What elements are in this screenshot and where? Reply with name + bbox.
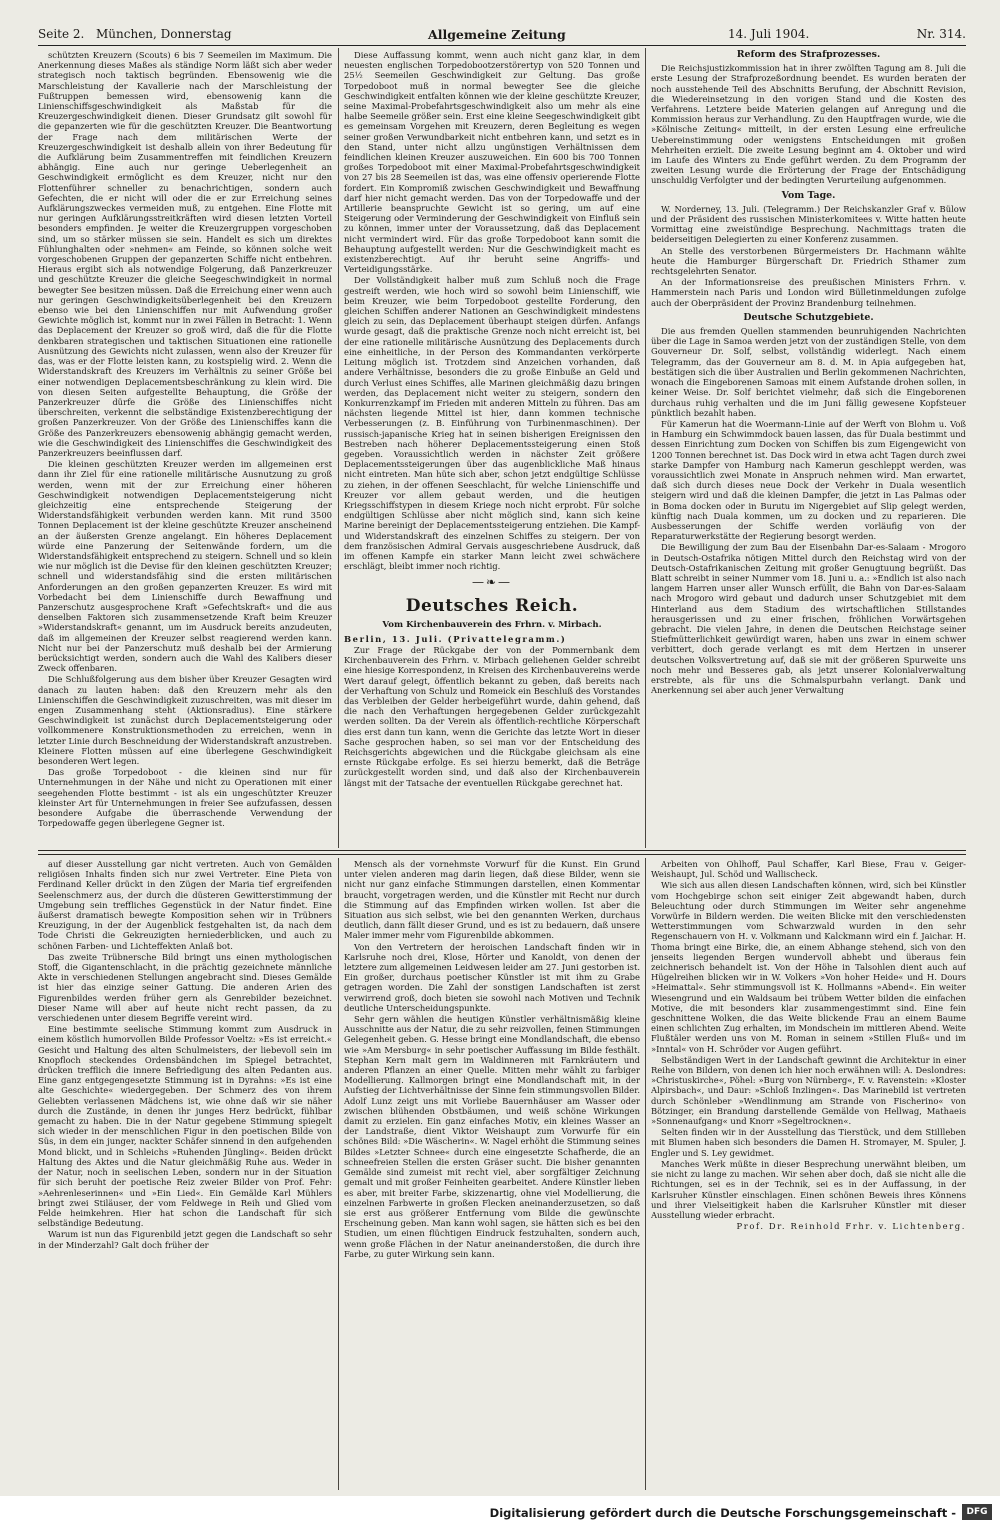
- feuilleton-column-3: [651, 859, 966, 1489]
- article-paragraph: Manches Werk müßte in dieser Besprechung unerwähnt bleiben, um sie nicht zu lange zu machen. Wir sehen aber doch, daß sie nicht alle die Richtungen, sei es in der Technik, sei es in der Auffassung, in der Karlsruher Künstler einschlagen. Einen schönen Beweis ihres Könnens und ihrer Vielseitigkeit haben die Karlsruher Künstler mit dieser Ausstellung wieder erbracht.: [651, 1158, 966, 1220]
- article-paragraph: Das große Torpedoboot - die kleinen sind nur für Unternehmungen in der Nähe und nicht zu Operationen mit einer seegehenden Flotte bestimmt - ist als ein ungeschützter Kreuzer kleinster Art für Unternehmungen in freier See aufzufassen, dessen besondere Aufgabe die überraschende Verwendung der Torpedowaffe gegen überlegene Gegner ist.: [38, 767, 332, 829]
- article-paragraph: Die Reichsjustizkommission hat in ihrer zwölften Tagung am 8. Juli die erste Lesung der Strafprozeßordnung beendet. Es wurden beraten der noch ausstehende Teil des Abschnitts Berufung, der Abschnitt Revision, die Wiedereinsetzung in den vorigen Stand und die Kosten des Verfahrens. Letztere beide Materien gelangen auf Anregung und die Kommission heraus zur Verhandlung. Zu den Hauptfragen wurde, wie die »Kölnische Zeitung« mitteilt, in der ersten Lesung eine erfreuliche Uebereinstimmung oder wenigstens Entscheidungen mit großen Mehrheiten erzielt. Die zweite Lesung beginnt am 4. Oktober und wird im Laufe des Winters zu Ende geführt werden. Zu dem Programm der zweiten Lesung wurde die Erörterung der Frage der Entschädigung unschuldig Verfolgter und der bedingten Verurteilung aufgenommen.: [651, 63, 966, 186]
- page-header: [38, 27, 966, 46]
- article-paragraph: Das zweite Trübnersche Bild bringt uns einen mythologischen Stoff, die Gigantenschlacht, in die prächtig gezeichnete männliche Akte in verschiedenen Stellungen angebracht sind. Dieses Gemälde ist hier das einzige seiner Gattung. Die anderen Arien des Figurenbildes werden früher gern als Genrebilder bezeichnet. Dieser Name will aber auf heute nicht recht passen, da zu verschiedenen unter diesem Begriffe vereint wird.: [38, 951, 332, 1024]
- column-rule: [338, 858, 339, 1490]
- article-paragraph: An der Informationsreise des preußischen Ministers Frhrn. v. Hammerstein nach Paris und London wird Bülletinmeldungen zufolge auch der Oberpräsident der Provinz Brandenburg teilnehmen.: [651, 277, 966, 308]
- column-rule: [645, 48, 646, 848]
- dfg-logo: DFG: [962, 1504, 992, 1520]
- article-paragraph: Für Kamerun hat die Woermann-Linie auf der Werft von Blohm u. Voß in Hamburg ein Schwimmdock bauen lassen, das für Duala bestimmt und dessen Einrichtung zum Docken von Schiffen bis zum Eigengewicht von 1200 Tonnen berechnet ist. Das Dock wird in etwa acht Tagen durch zwei starke Dampfer von Hamburg nach Kamerun geschleppt werden, was voraussichtlich zwei Monate in Anspruch nehmen wird. Man erwartet, daß sich durch dieses neue Dock der Verkehr in Duala wesentlich steigern wird und daß die kleinen Dampfer, die jetzt in Las Palmas oder in Boma docken oder in Burutu im Nigergebiet auf Slip gelegt werden, künftig nach Duala kommen, um zu docken und zu reparieren. Die Ausbesserungen der Schiffe werden vorläufig von der Reparaturwerkstätte der Regierung besorgt werden.: [651, 418, 966, 542]
- article-subtitle: Vom Kirchenbauverein des Frhrn. v. Mirbach.: [382, 619, 602, 630]
- article-paragraph: W. Norderney, 13. Juli. (Telegramm.) Der Reichskanzler Graf v. Bülow und der Präsident des russischen Ministerkomitees v. Witte hatten heute Vormittag eine zweistündige Besprechung. Nachmittags traten die beiderseitigen Delegierten zu einer Konferenz zusammen.: [651, 203, 966, 245]
- article-paragraph: Der Vollständigkeit halber muß zum Schluß noch die Frage gestreift werden, wie hoch wird so sowohl beim Linienschiff, wie beim Kreuzer, wie beim Torpedoboot gestellte Forderung, den gleichen Schiffen anderer Nationen an Geschwindigkeit mindestens gleich zu sein, das Deplacement überhaupt steigen dürfen. Anfangs wurde gesagt, daß die praktische Grenze noch nicht erreicht ist, bei der eine rationelle militärische Ausnützung des Deplacements durch eine einheitliche, in der Person des Kommandanten verkörperte Leitung möglich ist. Trotzdem sind Anzeichen vorhanden, daß andere Verhältnisse, besonders die zu große Einbuße an Geld und durch Verlust eines Schiffes, alle Marinen gleichmäßig dazu bringen werden, das Deplacement nicht weiter zu steigern, sondern den Konkurrenzkampf im Frieden mit anderen Mitteln zu führen. Das am nächsten liegende Mittel ist hier, dann kommen technische Verbesserungen (z. B. Einführung von Turbinenmaschinen). Der russisch-japanische Krieg hat in seinen bisherigen Ereignissen den Bestreben nach höherer Deplacementssteigerung einen Stoß gegeben. Voraussichtlich werden in nächster Zeit größere Deplacementssteigerungen über das augenblickliche Maß hinaus nicht eintreten. Man hüte sich aber, schon jetzt endgültige Schlüsse zu ziehen, in der offenen Seeschlacht, für welche Linienschiffe und Kreuzer vor allem gebaut werden, und die heutigen Kriegsschiffstypen in diesem Kriege noch nicht erprobt. Für solche endgültigen Schlüsse aber nicht möglich sind, kann sich keine Marine bereinigt der Deplacementssteigerung entziehen. Die Kampf- und Widerstandskraft des einzelnen Schiffes zu steigern. Der von dem französischen Admiral Gervais ausgeschriebene Ausdruck, daß im offenen Kampfe ein starker Mann leicht zwei schwächere erschlägt, bleibt immer noch richtig.: [344, 275, 640, 572]
- article-paragraph: Diese Auffassung kommt, wenn auch nicht ganz klar, in dem neuesten englischen Torpedobootzerstörertyp von 520 Tonnen und 25½ Seemeilen Geschwindigkeit zur Geltung. Das große Torpedoboot muß in normal bewegter See die gleiche Geschwindigkeit entfalten können wie der kleine geschützte Kreuzer, seine Maximal-Probefahrtsgeschwindigkeit also um mehr als eine halbe Seemeile größer sein. Erst eine kleine Seegeschwindigkeit gibt es gemeinsam Vorgehen mit Kreuzern, deren Begleitung es wegen seiner großen Verwundbarkeit nicht entbehren kann, und setzt es in den Stand, unter nicht allzu ungünstigen Verhältnissen dem feindlichen kleinen Kreuzer auszuweichen. Ein 600 bis 700 Tonnen großes Torpedoboot mit einer Maximal-Probefahrtsgeschwindigkeit von 27 bis 28 Seemeilen ist das, was eine offensiv operierende Flotte fordert. Ein Kompromiß zwischen Geschwindigkeit und Bewaffnung darf hier nicht gemacht werden. Das von der Torpedowaffe und der Artillerie beanspruchte Gewicht ist so gering, um auf eine Steigerung oder Verminderung der Geschwindigkeit von Einfluß sein zu können, immer unter der Voraussetzung, daß das Deplacement nicht vermindert wird. Für das große Torpedoboot kann somit die Behauptung aufgestellt werden: Nur die Geschwindigkeit macht es existenzberechtigt. Auf ihr beruht seine Angriffs- und Verteidigungsstärke.: [344, 50, 640, 275]
- article-paragraph: Warum ist nun das Figurenbild jetzt gegen die Landschaft so sehr in der Minderzahl? Galt doch früher der: [38, 1229, 332, 1250]
- newspaper-title: Allgemeine Zeitung: [428, 27, 566, 42]
- article-paragraph: Selbständigen Wert in der Landschaft gewinnt die Architektur in einer Reihe von Bildern, von denen ich hier noch erwähnen will: A. Deslondres: »Christuskirche«, Pöhel: »Burg von Nürnberg«, F. v. Ravenstein: »Kloster Alpirsbach«, und Daur: »Schloß Inzlingen«. Das Marinebild ist vertreten durch Schönleber »Wendlinmung am Strande von Fischerino« von Bötzinger, ein Brandung darstellende Gemälde von Hellwag, Mathaeis »Sonnenaufgang« und Knorr »Segeltrocknen«.: [651, 1054, 966, 1127]
- article-dateline: Berlin, 13. Juli. (Privattelegramm.): [344, 633, 567, 644]
- column-rule: [645, 858, 646, 1490]
- ornament-divider: —❧—: [471, 575, 513, 590]
- place-day: München, Donnerstag: [96, 27, 232, 41]
- article-paragraph: Sehr gern wählen die heutigen Künstler verhältnismäßig kleine Ausschnitte aus der Natur, die zu sehr reizvollen, feinen Stimmungen Gelegenheit geben. G. Hesse bringt eine Mondlandschaft, die ebenso wie »Am Mersburg« in sehr poetischer Auffassung im Bilde festhält. Stephan Kern malt gern im Waldinneren mit Farnkräutern und anderen Pflanzen an einer Quelle. Mitten mehr wählt zu farbiger Modellierung. Kallmorgen bringt eine Mondlandschaft mit, in der Aufstieg der Lichtverhältnisse der Sinne fein stimmungsvollen Bilder. Adolf Lunz zeigt uns mit Vorliebe Bauernhäuser am Wasser oder zwischen blühenden Obstbäumen, und weiß schöne Wirkungen damit zu erzielen. Ein ganz einfaches Motiv, ein kleines Wasser an der Landstraße, dient Viktor Weishaupt zum Vorwurfe für ein schönes Bild: »Die Wäscherin«. W. Nagel erhöht die Stimmung seines Bildes »Letzter Schnee« durch eine eingesetzte Schafherde, die an schneefreien Stellen die ersten Gräser sucht. Die bisher genannten Gemälde sind zumeist mit recht viel, aber sorgfältiger Zeichnung gemalt und mit großer Feinheiten gearbeitet. Andere Künstler lieben es aber, mit breiter Farbe, skizzenartig, ohne viel Modellierung, die einzelnen Farbwerte in großen Flecken aneinanderzusetzen, so daß sie erst aus größerer Entfernung vom Bilde die gewünschte Erscheinung geben. Man kann wohl sagen, sie hätten sich es bei den Studien, um einen flüchtigen Eindruck festzuhalten, sondern auch, wenn große Flächen in der Natur aneinanderstoßen, die durch ihre Farbe, zu guter Wirkung sein kann.: [344, 1014, 640, 1259]
- page-number: Seite 2.: [38, 27, 85, 41]
- article-paragraph: Die kleinen geschützten Kreuzer werden im allgemeinen erst dann ihr Ziel für eine rationelle militärische Ausnutzung zu groß werden, wenn mit der zur Erreichung einer höheren Geschwindigkeit notwendigen Deplacementsteigerung nicht gleichzeitig eine entsprechende Steigerung der Widerstandsfähigkeit verbunden werden kann. Mit rund 3500 Tonnen Deplacement ist der kleine geschützte Kreuzer anscheinend an der äußersten Grenze angelangt. Ein höheres Deplacement würde eine Panzerung der Seitenwände fordern, um die Widerstandsfähigkeit entsprechend zu steigern. Schnell und so klein wie nur möglich ist die Devise für den kleinen geschützten Kreuzer; schnell und widerstandsfähig sind die ersten militärischen Anforderungen an den großen gepanzerten Kreuzer. Es wird mit Vorbedacht bei dem Linienschiffe durch Bewaffnung und Panzerschutz ausgesprochene Kraft »Gefechtskraft« und die aus denselben Faktoren sich zusammensetzende Kraft beim Kreuzer »Widerstandskraft« genannt, um im Ausdruck bereits anzudeuten, daß im allgemeinen der Kreuzer selbst reagierend werden kann. Nicht nur bei der Panzerschutz muß deshalb bei der Armierung berücksichtigt werden, sondern auch die Wahl des Kalibers dieser Zweck offenbaren.: [38, 459, 332, 674]
- section-heading: Reform des Strafprozesses.: [736, 50, 881, 60]
- feuilleton-divider: [38, 850, 966, 855]
- article-paragraph: Von den Vertretern der heroischen Landschaft finden wir in Karlsruhe noch drei, Klose, Hörter und Kanoldt, von denen der letztere zum allgemeinen Leidwesen leider am 27. Juni gestorben ist. Ein großer, durchaus poetischer Künstler ist mit ihm zu Grabe getragen worden. Die Zahl der sonstigen Landschaften ist zerst verwirrend groß, doch bieten sie sowohl nach Motiven und Technik deutliche Unterscheidungspunkte.: [344, 941, 640, 1013]
- article-column-3: [651, 50, 966, 846]
- article-paragraph: Mensch als der vornehmste Vorwurf für die Kunst. Ein Grund unter vielen anderen mag darin liegen, daß diese Bilder, wenn sie nicht nur ganz einfache Stimmungen darstellen, einen Kommentar braucht, vorgetragen werden, und die Künstler mit Recht nur durch die Stimmung auf das Empfinden wirken wollen. Ist aber die Situation aus sich selbst, wie bei den genannten Werken, durchaus deutlich, dann fällt dieser Grund, und es ist zu bedauern, daß unsere Maler immer mehr vom Figurenbilde abkommen.: [344, 859, 640, 941]
- article-paragraph: An Stelle des verstorbenen Bürgermeisters Dr. Hachmann wählte heute die Hamburger Bürgerschaft Dr. Friedrich Sthamer zum rechtsgelehrten Senator.: [651, 245, 966, 277]
- footer-credit: Digitalisierung gefördert durch die Deutsche Forschungsgemeinschaft -: [489, 1506, 956, 1520]
- column-rule: [338, 48, 339, 848]
- section-title: Deutsches Reich.: [405, 595, 579, 616]
- feuilleton-column-1: [38, 859, 332, 1489]
- article-paragraph: Arbeiten von Ohlhoff, Paul Schaffer, Karl Biese, Frau v. Geiger-Weishaupt, Jul. Schöd und Wallischeck.: [651, 859, 966, 880]
- article-column-2: [344, 50, 640, 846]
- feuilleton-column-2: [344, 859, 640, 1489]
- article-paragraph: Wie sich aus allen diesen Landschaften können, wird, sich bei Künstler vom Hochgebirge schon seit einiger Zeit abgewandt haben, durch Beleuchtung oder durch Stimmungen im Weiter sehr angenehme Vorwürfe in Bildern werden. Die weiten Blicke mit den verschiedensten Wetterstimmungen vom Schwarzwald wurden in den sehr Regenschauern von H. v. Volkmann und Kalckmann wird ein f. Jaichar. H. Thoma bringt eine Birke, die, an einem Abhange stehend, sich von den jenseits liegenden Bergen wundervoll abhebt und überaus fein zeichnerisch behandelt ist. Von der Höhe in Talsohlen dient auch auf Hügelreihen blicken wir in W. Volkers »Von hoher Heide« und H. Dours »Heimattal«. Sehr stimmungsvoll ist K. Hollmanns »Abend«. Ein weiter Wiesengrund und ein Waldsaum bei trübem Wetter bilden die einfachen Motive, die mit besonders klar zusammengestimmt sind. Eine fein geschnittene Wolken, die das Weite blickende Frau an einem Baume einen schlichten Zug erhalten, im Mondschein im mittleren Abend. Weite Flußtäler werden uns von M. Roman in seinem »Stillen Fluß« und im »Inntal« von H. Schröder vor Augen geführt.: [651, 880, 966, 1054]
- article-paragraph: Die aus fremden Quellen stammenden beunruhigenden Nachrichten über die Lage in Samoa werden jetzt von der zuständigen Stelle, von dem Gouverneur Dr. Solf, selbst, vollständig widerlegt. Nach einem Telegramm, das der Gouverneur am 8. d. M. in Apia aufgegeben hat, bestätigen sich die über Australien und Berlin gekommenen Nachrichten, wonach die Eingeborenen Samoas mit einem Aufstande drohen sollen, in keiner Weise. Dr. Solf berichtet vielmehr, daß sich die Eingeborenen durchaus ruhig verhalten und die im Juni fällig gewesene Kopfsteuer pünktlich bezahlt haben.: [651, 326, 966, 418]
- article-paragraph: schützten Kreuzern (Scouts) 6 bis 7 Seemeilen im Maximum. Die Anerkennung dieses Maßes als ständige Norm läßt sich aber weder strategisch noch taktisch begründen. Ebensowenig wie die Marschleistung der Kavallerie nach der Marschleistung der Fußtruppen bemessen wird, ebensowenig kann die Linienschiffsgeschwindigkeit als Maßstab für die Kreuzergeschwindigkeit dienen. Dieser Grundsatz gilt sowohl für die gepanzerten wie für die geschützten Kreuzer. Die Beantwortung der Frage nach dem militärischen Werte der Kreuzergeschwindigkeit ist deshalb allein von ihrer Bedeutung für die Aufklärung beim Zusammentreffen mit feindlichen Kreuzern abhängig. Eine auch nur geringe Ueberlegenheit an Geschwindigkeit ermöglicht es dem Kreuzer, nicht nur den Flottenführer schneller zu benachrichtigen, sondern auch Gefechten, die er nicht will oder die er zur Erreichung seines Aufklärungszweckes vermeiden muß, zu entgehen. Eine Flotte mit nur geringen Aufklärungsstreitkräften wird diesen letzten Vorteil besonders empfinden. Je weiter die Kreuzergruppen vorgeschoben sind, um so stärker müssen sie sein. Handelt es sich um direktes Fühlunghalten oder »nehmen« am Feinde, so können solche weit vorgeschobenen Gruppen der gepanzerten Schiffe nicht entbehren. Hieraus ergibt sich als notwendige Folgerung, daß Panzerkreuzer und geschützte Kreuzer die gleiche Seegeschwindigkeit in normal bewegter See besitzen müssen. Daß die Erreichung einer wenn auch nur geringen Geschwindigkeitsüberlegenheit bei den Kreuzern ebenso wie bei den Linienschiffen nur mit Aufwendung großer Gewichte möglich ist, kommt nur in zwei Fällen in Betracht: 1. Wenn das Deplacement der Kreuzer so groß wird, daß die für die Flotte denkbaren strategischen und taktischen Situationen eine rationelle Ausnützung des Gewichts nicht zulassen, wenn also der Kreuzer für das, was er der Flotte leisten kann, zu kostspielig wird. 2. Wenn die Widerstandskraft des Kreuzers im Verhältnis zu seiner Größe bei einer notwendigen Deplacementsbeschränkung zu klein wird. Die von diesen Seiten aufgestellte Behauptung, die Größe der Panzerkreuzer dürfe die Größe des Linienschiffes nicht überschreiten, verkennt die selbständige Existenzberechtigung der großen Panzerkreuzer. Von der Größe des Linienschiffes kann die Größe des Panzerkreuzers ebensowenig abhängig gemacht werden, wie die Geschwindigkeit des Linienschiffes die Geschwindigkeit des Panzerkreuzers beeinflussen darf.: [38, 50, 332, 458]
- issue-number: Nr. 314.: [916, 27, 966, 41]
- author-signature: Prof. Dr. Reinhold Frhr. v. Lichtenberg.: [736, 1221, 966, 1232]
- article-paragraph: Selten finden wir in der Ausstellung das Tierstück, und dem Stillleben mit Blumen haben sich besonders die Damen H. Stromayer, M. Spuler, J. Engler und S. Ley gewidmet.: [651, 1127, 966, 1158]
- article-column-1: [38, 50, 332, 846]
- section-heading: Deutsche Schutzgebiete.: [743, 311, 874, 323]
- digitization-footer: [0, 1496, 1000, 1529]
- article-paragraph: Zur Frage der Rückgabe der von der Pommernbank dem Kirchenbauverein des Frhrn. v. Mirbach geliehenen Gelder schreibt eine hiesige Korrespondenz, in Kreisen des Kirchenbauvereins werde Wert darauf gelegt, öffentlich bekannt zu geben, daß bereits nach der Verhaftung von Schulz und Romeick ein Beschluß des Vorstandes das Verbleiben der Gelder herbeigeführt wurde, dahin gehend, daß die nach den Verhaftungen hergegebenen Gelder zurückgezahlt werden sollten. Da der Verein als öffentlich-rechtliche Körperschaft dies erst dann tun kann, wenn die Gerichte das letzte Wort in dieser Sache gesprochen haben, so sei man vor der Entscheidung des Reichsgerichts abgewichen und die Rückgabe gleichsam als eine ernste Rückgabe erfolge. Es sei hierzu bemerkt, daß die Beträge zurückgestellt worden sind, und daß also der Kirchenbauverein längst mit der Tatsache der eventuellen Rückgabe gerechnet hat.: [344, 644, 640, 788]
- section-heading: Vom Tage.: [781, 189, 836, 201]
- article-paragraph: Die Schlußfolgerung aus dem bisher über Kreuzer Gesagten wird danach zu lauten haben: daß den Kreuzern mehr als den Linienschiffen die Geschwindigkeit zuzuschreiten, was mit dieser im engen Zusammenhang steht (Aktionsradius). Eine stärkere Geschwindigkeit ist zunächst durch Deplacementsteigerung oder vollkommenere Konstruktionsmethoden zu erreichen, wenn in letzter Linie durch Beschneidung der Widerstandskraft anzustreben. Kleinere Flotten müssen auf eine überlegene Geschwindigkeit besonderen Wert legen.: [38, 674, 332, 767]
- article-paragraph: Eine bestimmte seelische Stimmung kommt zum Ausdruck in einem köstlich humorvollen Bilde Professor Voeltz: »Es ist erreicht.« Gesicht und Haltung des alten Schulmeisters, der liebevoll sein im Knopfloch steckendes Ordensbändchen im Spiegel betrachtet, drücken trefflich die innere Befriedigung des alten Pedanten aus. Eine ganz entgegengesetzte Stimmung ist in Dyrahns: »Es ist eine alte Geschichte« wiedergegeben. Der Schmerz des von ihrem Geliebten verlassenen Mädchens ist, wie ohne daß wir sie näher durch die Zustände, in denen ihr junges Herz bedrückt, fühlbar gemacht zu haben. Die in der Natur gegebene Stimmung spiegelt sich wieder in der menschlichen Figur in den poetischen Bilde von Süs, in dem ein junger, nackter Schäfer sinnend in den aufgehenden Mond blickt, und in Schleichs »Ruhenden Jüngling«. Beiden drückt Haltung des Aktes und die Natur gleichmäßig Ruhe aus. Weder in der Natur, noch in seelischen Leben, sondern nur in der Situation für sich beruht der poetische Reiz zweier Bilder von Prof. Fehr: »Aehrenleserinnen« und »Ein Lied«. Ein Gemälde Karl Mühlers bringt zwei Stiläuser, der vom Feldwege in Reih und Glied vom Felde heimkehren. Hier hat schon die Landschaft für sich selbständige Bedeutung.: [38, 1024, 332, 1229]
- article-paragraph: Die Bewilligung der zum Bau der Eisenbahn Dar-es-Salaam - Mrogoro in Deutsch-Ostafrika nötigen Mittel durch den Reichstag wird von der Deutsch-Ostafrikanischen Zeitung mit großer Genugtuung begrüßt. Das Blatt schreibt in seiner Nummer vom 18. Juni u. a.: »Endlich ist also nach langem Harren unser aller Wunsch erfüllt, die Bahn von Dar-es-Salaam nach Mrogoro wird gebaut und dadurch unser Schutzgebiet mit dem Hinterland aus dem Stadium des wirtschaftlichen Stillstandes herausgerissen und zu einer frischen, fröhlichen Vorwärtsgehen gebracht. Die vielen Jahre, in denen die Deutschen Reichstage seiner Stiefmütterlichkeit gewürdigt waren, haben uns zwar in einem schwer verbittert, doch gerade verlangt es mit dem Hertzen in unserer deutschen Volksvertretung auf, daß sie mit der größeren Spurweite uns noch mehr und Besseres gab, als jetzt unserer Kolonialverwaltung erstrebte, als für uns die Schmalspurbahn verlangt. Dank und Anerkennung sei aber auch jener Verwaltung: [651, 542, 966, 696]
- issue-date: 14. Juli 1904.: [728, 27, 810, 41]
- article-paragraph: auf dieser Ausstellung gar nicht vertreten. Auch von Gemälden religiösen Inhalts finden sich nur zwei Vertreter. Eine Pieta von Ferdinand Keller drückt in den Zügen der Maria tief ergreifenden Seelenschmerz aus, der durch die düsteren Gewitterstimmung der Umgebung sein treffliches Gegenstück in der Natur findet. Eine äußerst dramatisch bewegte Komposition sehen wir in Trübners Kreuzigung, in der der Augenblick festgehalten ist, da nach dem Tode Christi die Gekreuzigten herniederblicken, und auch zu schönen Farben- und Lichteffekten Anlaß bot.: [38, 859, 332, 951]
